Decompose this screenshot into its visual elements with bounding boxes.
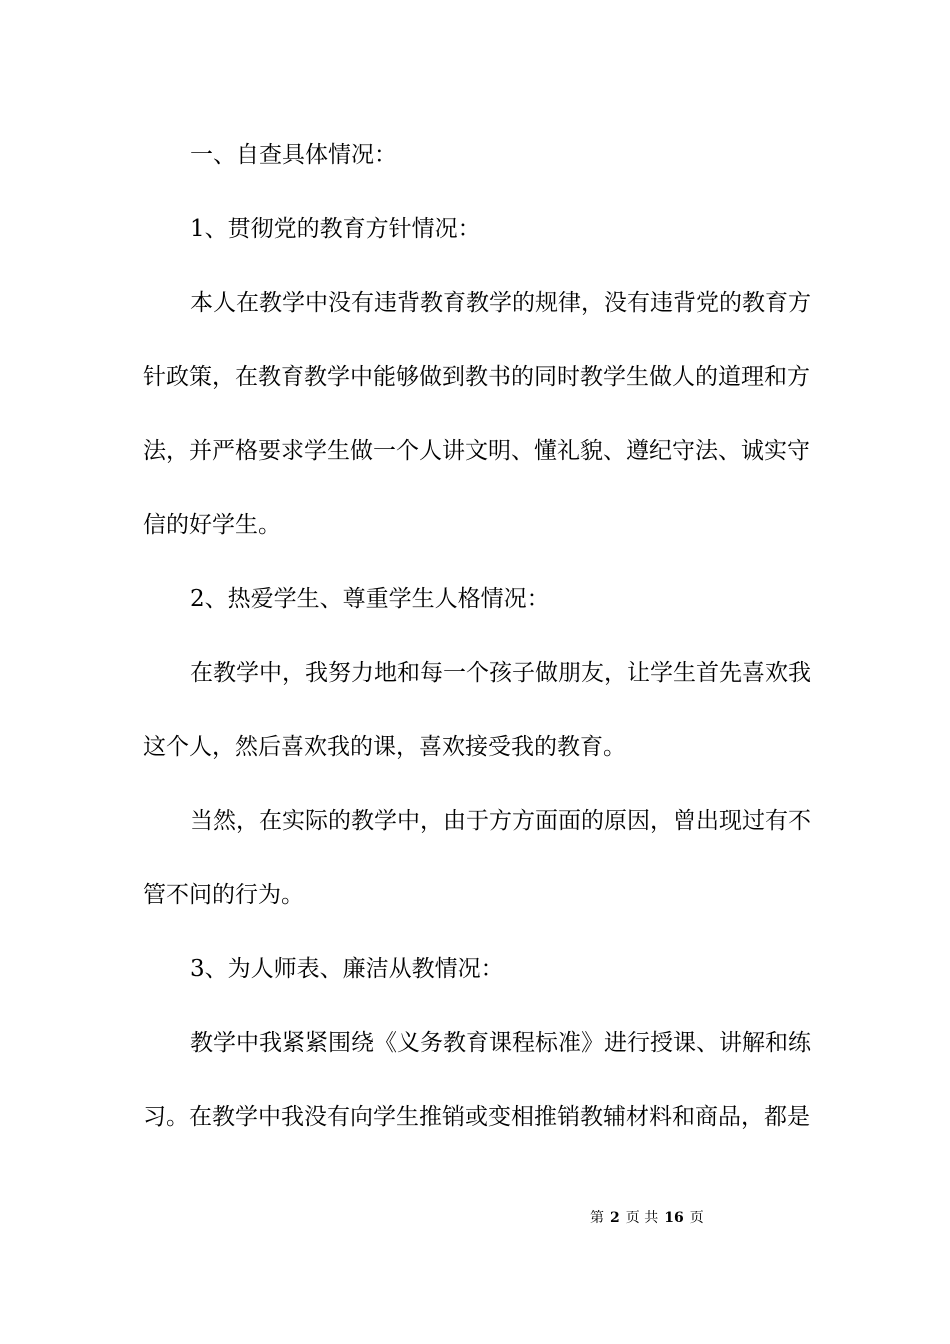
paragraph-line: 法，并严格要求学生做一个人讲文明、懂礼貌、遵纪守法、诚实守 <box>143 438 810 464</box>
paragraph-line: 当然，在实际的教学中，由于方方面面的原因，曾出现过有不 <box>190 808 811 834</box>
paragraph-line: 管不问的行为。 <box>143 882 304 908</box>
footer-prefix: 第 <box>590 1210 604 1226</box>
subsection-heading: 1、贯彻党的教育方针情况： <box>190 216 481 242</box>
subsection-heading: 3、为人师表、廉洁从教情况： <box>190 956 504 982</box>
paragraph-line: 针政策，在教育教学中能够做到教书的同时教学生做人的道理和方 <box>143 364 810 390</box>
current-page-number: 2 <box>610 1210 620 1226</box>
paragraph-line: 这个人，然后喜欢我的课，喜欢接受我的教育。 <box>143 734 626 760</box>
paragraph-line: 在教学中，我努力地和每一个孩子做朋友，让学生首先喜欢我 <box>190 660 811 686</box>
footer-suffix: 页 <box>689 1210 704 1226</box>
page-footer <box>590 1208 704 1228</box>
footer-middle: 页 共 <box>625 1210 659 1226</box>
total-pages-number: 16 <box>664 1210 684 1226</box>
paragraph-line: 习。在教学中我没有向学生推销或变相推销教辅材料和商品，都是 <box>143 1104 810 1130</box>
subsection-heading: 2、热爱学生、尊重学生人格情况： <box>190 586 550 612</box>
paragraph-line: 信的好学生。 <box>143 512 281 538</box>
section-heading: 一、自查具体情况： <box>190 142 397 168</box>
paragraph-line: 教学中我紧紧围绕《义务教育课程标准》进行授课、讲解和练 <box>190 1030 811 1056</box>
paragraph-line: 本人在教学中没有违背教育教学的规律，没有违背党的教育方 <box>190 290 811 316</box>
